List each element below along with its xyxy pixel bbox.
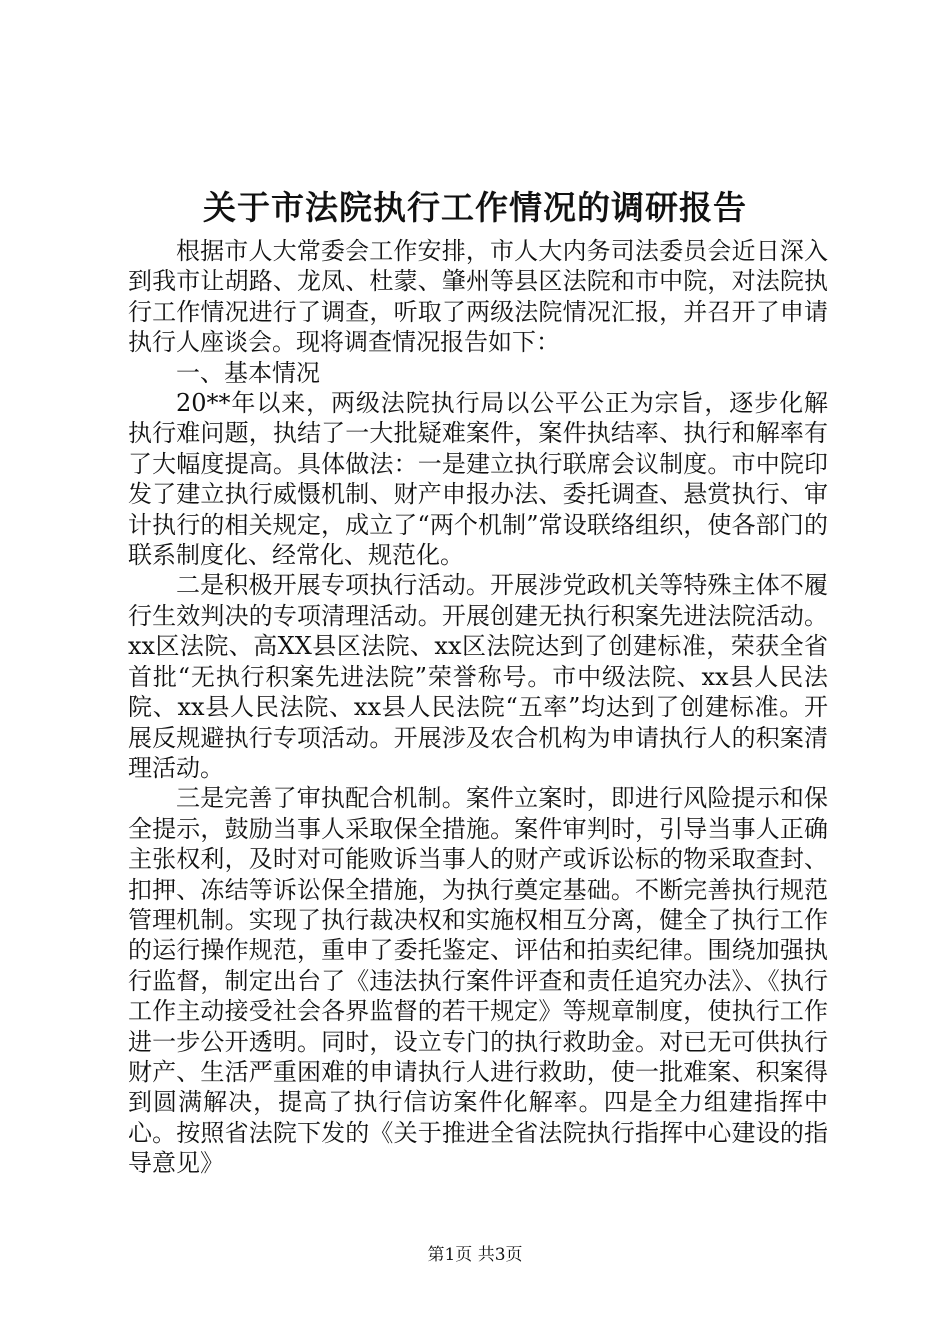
document-title: 关于市法院执行工作情况的调研报告 — [203, 188, 747, 227]
section-heading-basic-situation: 一、基本情况 — [176, 358, 320, 387]
page-footer: 第1页 共3页 — [427, 1245, 523, 1265]
document-body — [128, 236, 828, 1179]
intro-paragraph: 根据市人大常委会工作安排，市人大内务司法委员会近日深入到我市让胡路、龙凤、杜蒙、肇州等县区法院和市中院，对法院执行工作情况进行了调查，听取了两级法院情况汇报，并召开了申请执行人座谈会。现将调查情况报告如下： — [128, 237, 828, 357]
paragraph-measures-three: 三是完善了审执配合机制。案件立案时，即进行风险提示和保全提示，鼓励当事人采取保全措施。案件审判时，引导当事人正确主张权利，及时对可能败诉当事人的财产或诉讼标的物采取查封、扣押、冻结等诉讼保全措施，为执行奠定基础。不断完善执行规范管理机制。实现了执行裁决权和实施权相互分离，健全了执行工作的运行操作规范，重申了委托鉴定、评估和拍卖纪律。围绕加强执行监督，制定出台了《违法执行案件评查和责任追究办法》、《执行工作主动接受社会各界监督的若干规定》等规章制度，使执行工作进一步公开透明。同时，设立专门的执行救助金。对已无可供执行财产、生活严重困难的申请执行人进行救助，使一批难案、积案得到圆满解决，提高了执行信访案件化解率。四是全力组建指挥中心。按照省法院下发的《关于推进全省法院执行指挥中心建设的指导意见》 — [128, 784, 828, 1178]
paragraph-measures-two: 二是积极开展专项执行活动。开展涉党政机关等特殊主体不履行生效判决的专项清理活动。开展创建无执行积案先进法院活动。xx区法院、高XX县区法院、xx区法院达到了创建标准，荣获全省首批“无执行积案先进法院”荣誉称号。市中级法院、xx县人民法院、xx县人民法院、xx县人民法院“五率”均达到了创建标准。开展反规避执行专项活动。开展涉及农合机构为申请执行人的积案清理活动。 — [128, 571, 828, 782]
paragraph-measures-one: 20**年以来，两级法院执行局以公平公正为宗旨，逐步化解执行难问题，执结了一大批疑难案件，案件执结率、执行和解率有了大幅度提高。具体做法：一是建立执行联席会议制度。市中院印发了建立执行威慑机制、财产申报办法、委托调查、悬赏执行、审计执行的相关规定，成立了“两个机制”常设联络组织，使各部门的联系制度化、经常化、规范化。 — [128, 389, 828, 570]
